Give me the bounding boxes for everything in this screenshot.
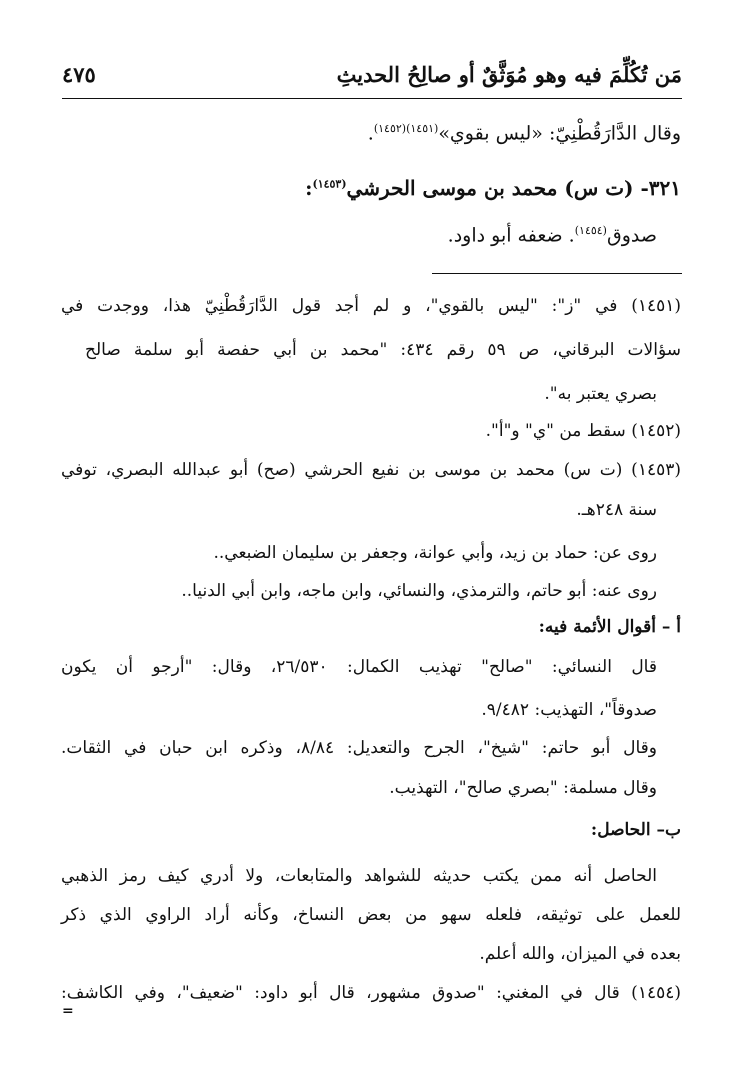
footnote-line: وقال أبو حاتم: "شيخ"، الجرح والتعديل: ٨/٨٤، وذكره ابن حبان في الثقات. xyxy=(61,738,657,758)
footnote-separator xyxy=(432,273,682,274)
entry-heading xyxy=(305,176,681,200)
footnote-line: بصري يعتبر به". xyxy=(544,384,657,404)
entry-heading-text: ٣٢١- (ت س) محمد بن موسى الحرشي xyxy=(346,176,681,200)
footnote-line: روى عن: حماد بن زيد، وأبي عوانة، وجعفر بن سليمان الضبعي.. xyxy=(213,543,657,563)
running-header xyxy=(62,58,682,99)
continuation-mark: = xyxy=(62,1003,74,1019)
footnote-line: قال النسائي: "صالح" تهذيب الكمال: ٢٦/٥٣٠، وقال: "أرجو أن يكون xyxy=(61,657,657,677)
entry-line-rest: . ضعفه أبو داود. xyxy=(447,224,575,247)
header-title: مَن تُكُلِّمَ فيه وهو مُوَثَّقٌ أو صالِحُ الحديثِ xyxy=(336,62,682,87)
footnote-line: (١٤٥١) في "ز": "ليس بالقوي"، و لم أجد قول الدَّارَقُطْنِيّ هذا، ووجدت في xyxy=(61,296,681,316)
footnote-line: سؤالات البرقاني، ص ٥٩ رقم ٤٣٤: "محمد بن أبي حفصة أبو سلمة صالح xyxy=(85,340,681,360)
footnote-line: (١٤٥٢) سقط من "ي" و"أ". xyxy=(485,421,681,441)
entry-colon: : xyxy=(305,176,313,200)
footnote-ref-1454: (١٤٥٤) xyxy=(574,224,607,237)
footnote-line: (١٤٥٣) (ت س) محمد بن موسى بن نفيع الحرشي (صح) أبو عبدالله البصري، توفي xyxy=(61,460,681,480)
entry-line xyxy=(448,224,657,246)
footnote-ref-1451-1452: (١٤٥١)(١٤٥٢) xyxy=(373,122,439,135)
footnote-ref-1453: (١٤٥٣) xyxy=(312,177,347,191)
footnote-line: وقال مسلمة: "بصري صالح"، التهذيب. xyxy=(389,778,657,798)
footnote-line: سنة ٢٤٨هـ. xyxy=(576,500,657,520)
footnote-line: صدوقاً"، التهذيب: ٩/٤٨٢. xyxy=(481,700,657,720)
section-heading-a: أ – أقوال الأئمة فيه: xyxy=(538,617,681,637)
footnote-line: بعده في الميزان، والله أعلم. xyxy=(479,944,681,964)
footnote-line: الحاصل أنه ممن يكتب حديثه للشواهد والمتابعات، ولا أدري كيف رمز الذهبي xyxy=(61,866,657,886)
entry-line-text: صدوق xyxy=(606,224,657,247)
footnote-line: للعمل على توثيقه، فلعله سهو من بعض النساخ، وكأنه أراد الراوي الذي ذكر xyxy=(61,905,681,925)
section-heading-b: ب– الحاصل: xyxy=(590,820,681,840)
footnote-line: روى عنه: أبو حاتم، والترمذي، والنسائي، وابن ماجه، وابن أبي الدنيا.. xyxy=(181,581,657,601)
footnote-line: (١٤٥٤) قال في المغني: "صدوق مشهور، قال أبو داود: "ضعيف"، وفي الكاشف: xyxy=(61,983,681,1003)
main-line-1-text: وقال الدَّارَقُطْنِيّ: «ليس بقوي» xyxy=(438,122,681,145)
page-number: ٤٧٥ xyxy=(62,62,96,87)
main-line-1: وقال الدَّارَقُطْنِيّ: «ليس بقوي»$^{(١٤٥١)(١٤٥٢)}$. xyxy=(367,122,681,145)
